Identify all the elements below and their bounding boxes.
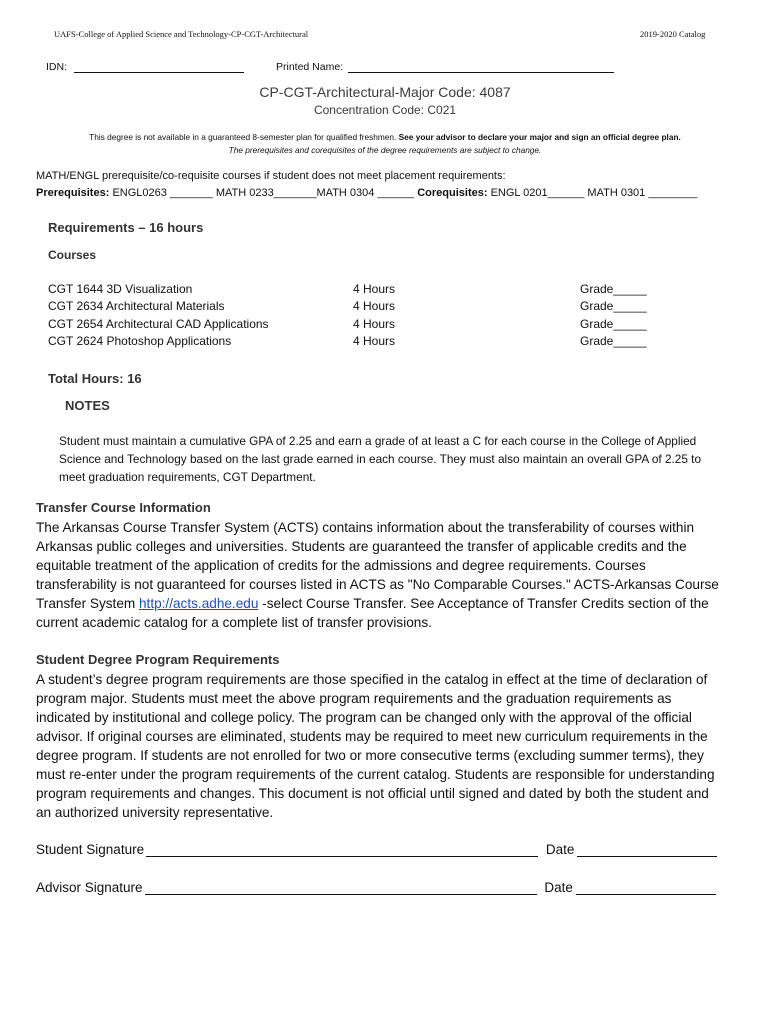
prereq-label: Prerequisites: — [36, 187, 110, 199]
prereq-row — [36, 187, 697, 199]
course-grade: Grade_____ — [580, 282, 647, 296]
course-hours: 4 Hours — [353, 299, 396, 313]
notes-text: Student must maintain a cumulative GPA of 2.25 and earn a grade of at least a C for each course in the College of Applied Science and Technology based on the last grade earned in each course. They must also maintain an overall GPA of 2.25 to meet graduation requirements, CGT Department. — [59, 434, 702, 484]
course-grade: Grade_____ — [580, 317, 647, 331]
course-name: CGT 2654 Architectural CAD Applications — [48, 317, 269, 331]
subject-to-change-notice: The prerequisites and corequisites of the degree requirements are subject to change. — [228, 145, 542, 155]
prereq-engl0263: ENGL0263 _______ — [112, 187, 213, 199]
advisor-date-label: Date — [544, 880, 573, 895]
advisor-signature-row — [36, 880, 716, 895]
course-hours: 4 Hours — [353, 282, 396, 296]
courses-heading: Courses — [48, 248, 97, 262]
advisor-notice: See your advisor to declare your major and sign an official degree plan. — [398, 132, 681, 142]
prereq-intro: MATH/ENGL prerequisite/co-requisite courses if student does not meet placement requirements: — [36, 170, 506, 182]
major-title: CP-CGT-Architectural-Major Code: 4087 — [259, 84, 511, 100]
idn-field[interactable] — [74, 60, 244, 73]
transfer-text — [36, 518, 726, 632]
student-signature-row — [36, 842, 717, 857]
transfer-text-before: The Arkansas Course Transfer System (ACTS) contains information about the transferability of courses within Arkansas public colleges and universities. Students are guaranteed the transfer of applicable credits and the equitable treatment of the application of credits for the admissions and degree requirements. Courses transferability is not guaranteed for courses listed in ACTS as "No Comparable Courses." ACTS-Arkansas Course Transfer System — [36, 520, 719, 611]
course-hours: 4 Hours — [353, 334, 396, 348]
coreq-label: Corequisites: — [417, 187, 488, 199]
course-name: CGT 1644 3D Visualization — [48, 282, 193, 296]
notes-heading: NOTES — [65, 398, 110, 413]
plan-notice — [0, 132, 770, 142]
idn-label: IDN: — [46, 61, 67, 73]
catalog-year: 2019-2020 Catalog — [640, 29, 706, 39]
transfer-heading: Transfer Course Information — [36, 500, 211, 515]
advisor-date-field[interactable] — [576, 880, 716, 895]
printed-name-field[interactable] — [348, 60, 614, 73]
student-date-label: Date — [545, 842, 575, 857]
student-signature-field[interactable] — [146, 842, 538, 857]
coreq-engl0201: ENGL 0201______ — [490, 187, 585, 199]
course-hours: 4 Hours — [353, 317, 396, 331]
course-grade: Grade_____ — [580, 334, 647, 348]
student-date-field[interactable] — [577, 842, 717, 857]
idn-row — [46, 60, 244, 73]
program-text: A student’s degree program requirements are those specified in the catalog in effect at the time of declaration of program major. Students must meet the above program requirements and the graduation requirements as indicated by institutional and college policy. The program can be changed only with the approval of the official advisor. If original courses are eliminated, students may be required to meet new curriculum requirements in the degree program. If students are not enrolled for two or more consecutive terms (excluding summer terms), they must re-enter under the program requirements of the current catalog. Students are responsible for understanding program requirements and changes. This document is not official until signed and dated by both the student and an authorized university representative. — [36, 672, 715, 820]
advisor-signature-label: Advisor Signature — [36, 880, 143, 895]
program-heading: Student Degree Program Requirements — [36, 652, 280, 667]
concentration-code: Concentration Code: C021 — [313, 103, 457, 117]
printed-name-label: Printed Name: — [276, 61, 344, 73]
prereq-math0233: MATH 0233_______ — [215, 187, 317, 199]
acts-link[interactable]: http://acts.adhe.edu — [138, 596, 259, 611]
advisor-signature-field[interactable] — [145, 880, 537, 895]
total-hours: Total Hours: 16 — [48, 371, 142, 386]
plan-notice-text: This degree is not available in a guaranteed 8-semester plan for qualified freshmen. — [89, 132, 397, 142]
printed-name-row — [276, 60, 614, 73]
course-name: CGT 2634 Architectural Materials — [48, 299, 225, 313]
student-signature-label: Student Signature — [36, 842, 145, 857]
prereq-math0304: MATH 0304 ______ — [316, 187, 415, 199]
coreq-math0301: MATH 0301 ________ — [587, 187, 698, 199]
course-name: CGT 2624 Photoshop Applications — [48, 334, 232, 348]
requirements-heading: Requirements – 16 hours — [48, 220, 204, 235]
header-title: UAFS-College of Applied Science and Technology-CP-CGT-Architectural — [54, 29, 309, 39]
course-grade: Grade_____ — [580, 299, 647, 313]
transfer-text-after: -select Course Transfer. See Acceptance of Transfer Credits section of the current academic catalog for a complete list of transfer provisions. — [36, 596, 709, 630]
